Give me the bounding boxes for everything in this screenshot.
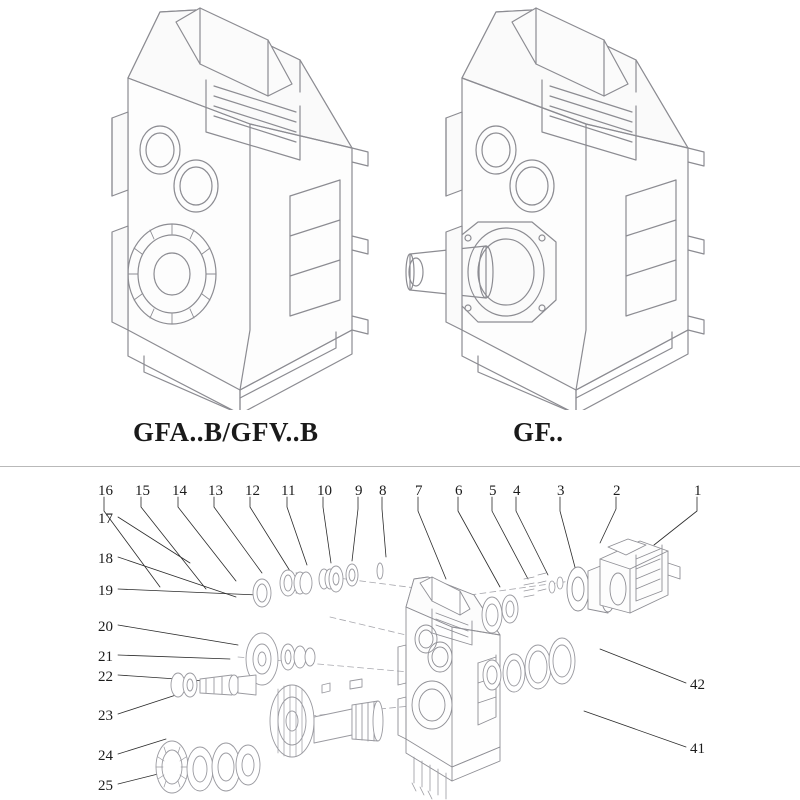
callout-3: 3 — [557, 483, 565, 499]
callout-2: 2 — [613, 483, 621, 499]
callout-23: 23 — [98, 708, 113, 724]
callout-6: 6 — [455, 483, 463, 499]
callout-4: 4 — [513, 483, 521, 499]
callout-7: 7 — [415, 483, 423, 499]
callout-41: 41 — [690, 741, 705, 757]
callout-19: 19 — [98, 583, 113, 599]
callout-13: 13 — [208, 483, 223, 499]
gearbox-gf-drawing — [390, 0, 800, 410]
callout-11: 11 — [281, 483, 296, 499]
callout-8: 8 — [379, 483, 387, 499]
callout-1: 1 — [694, 483, 702, 499]
callout-24: 24 — [98, 748, 113, 764]
callout-18: 18 — [98, 551, 113, 567]
callout-10: 10 — [317, 483, 332, 499]
callout-25: 25 — [98, 778, 113, 794]
callout-12: 12 — [245, 483, 260, 499]
exploded-view-section — [0, 467, 800, 800]
callout-42: 42 — [690, 677, 705, 693]
callout-9: 9 — [355, 483, 363, 499]
callout-15: 15 — [135, 483, 150, 499]
callout-22: 22 — [98, 669, 113, 685]
callout-20: 20 — [98, 619, 113, 635]
gearbox-gfab-gfvb-drawing — [0, 0, 400, 410]
callout-21: 21 — [98, 649, 113, 665]
callout-5: 5 — [489, 483, 497, 499]
callout-17: 17 — [98, 511, 113, 527]
figure-caption-gfab-gfvb: GFA..B/GFV..B — [133, 417, 319, 447]
exploded-parts-drawing — [0, 467, 800, 800]
callout-14: 14 — [172, 483, 187, 499]
callout-16: 16 — [98, 483, 113, 499]
figure-caption-gf: GF.. — [513, 417, 564, 447]
